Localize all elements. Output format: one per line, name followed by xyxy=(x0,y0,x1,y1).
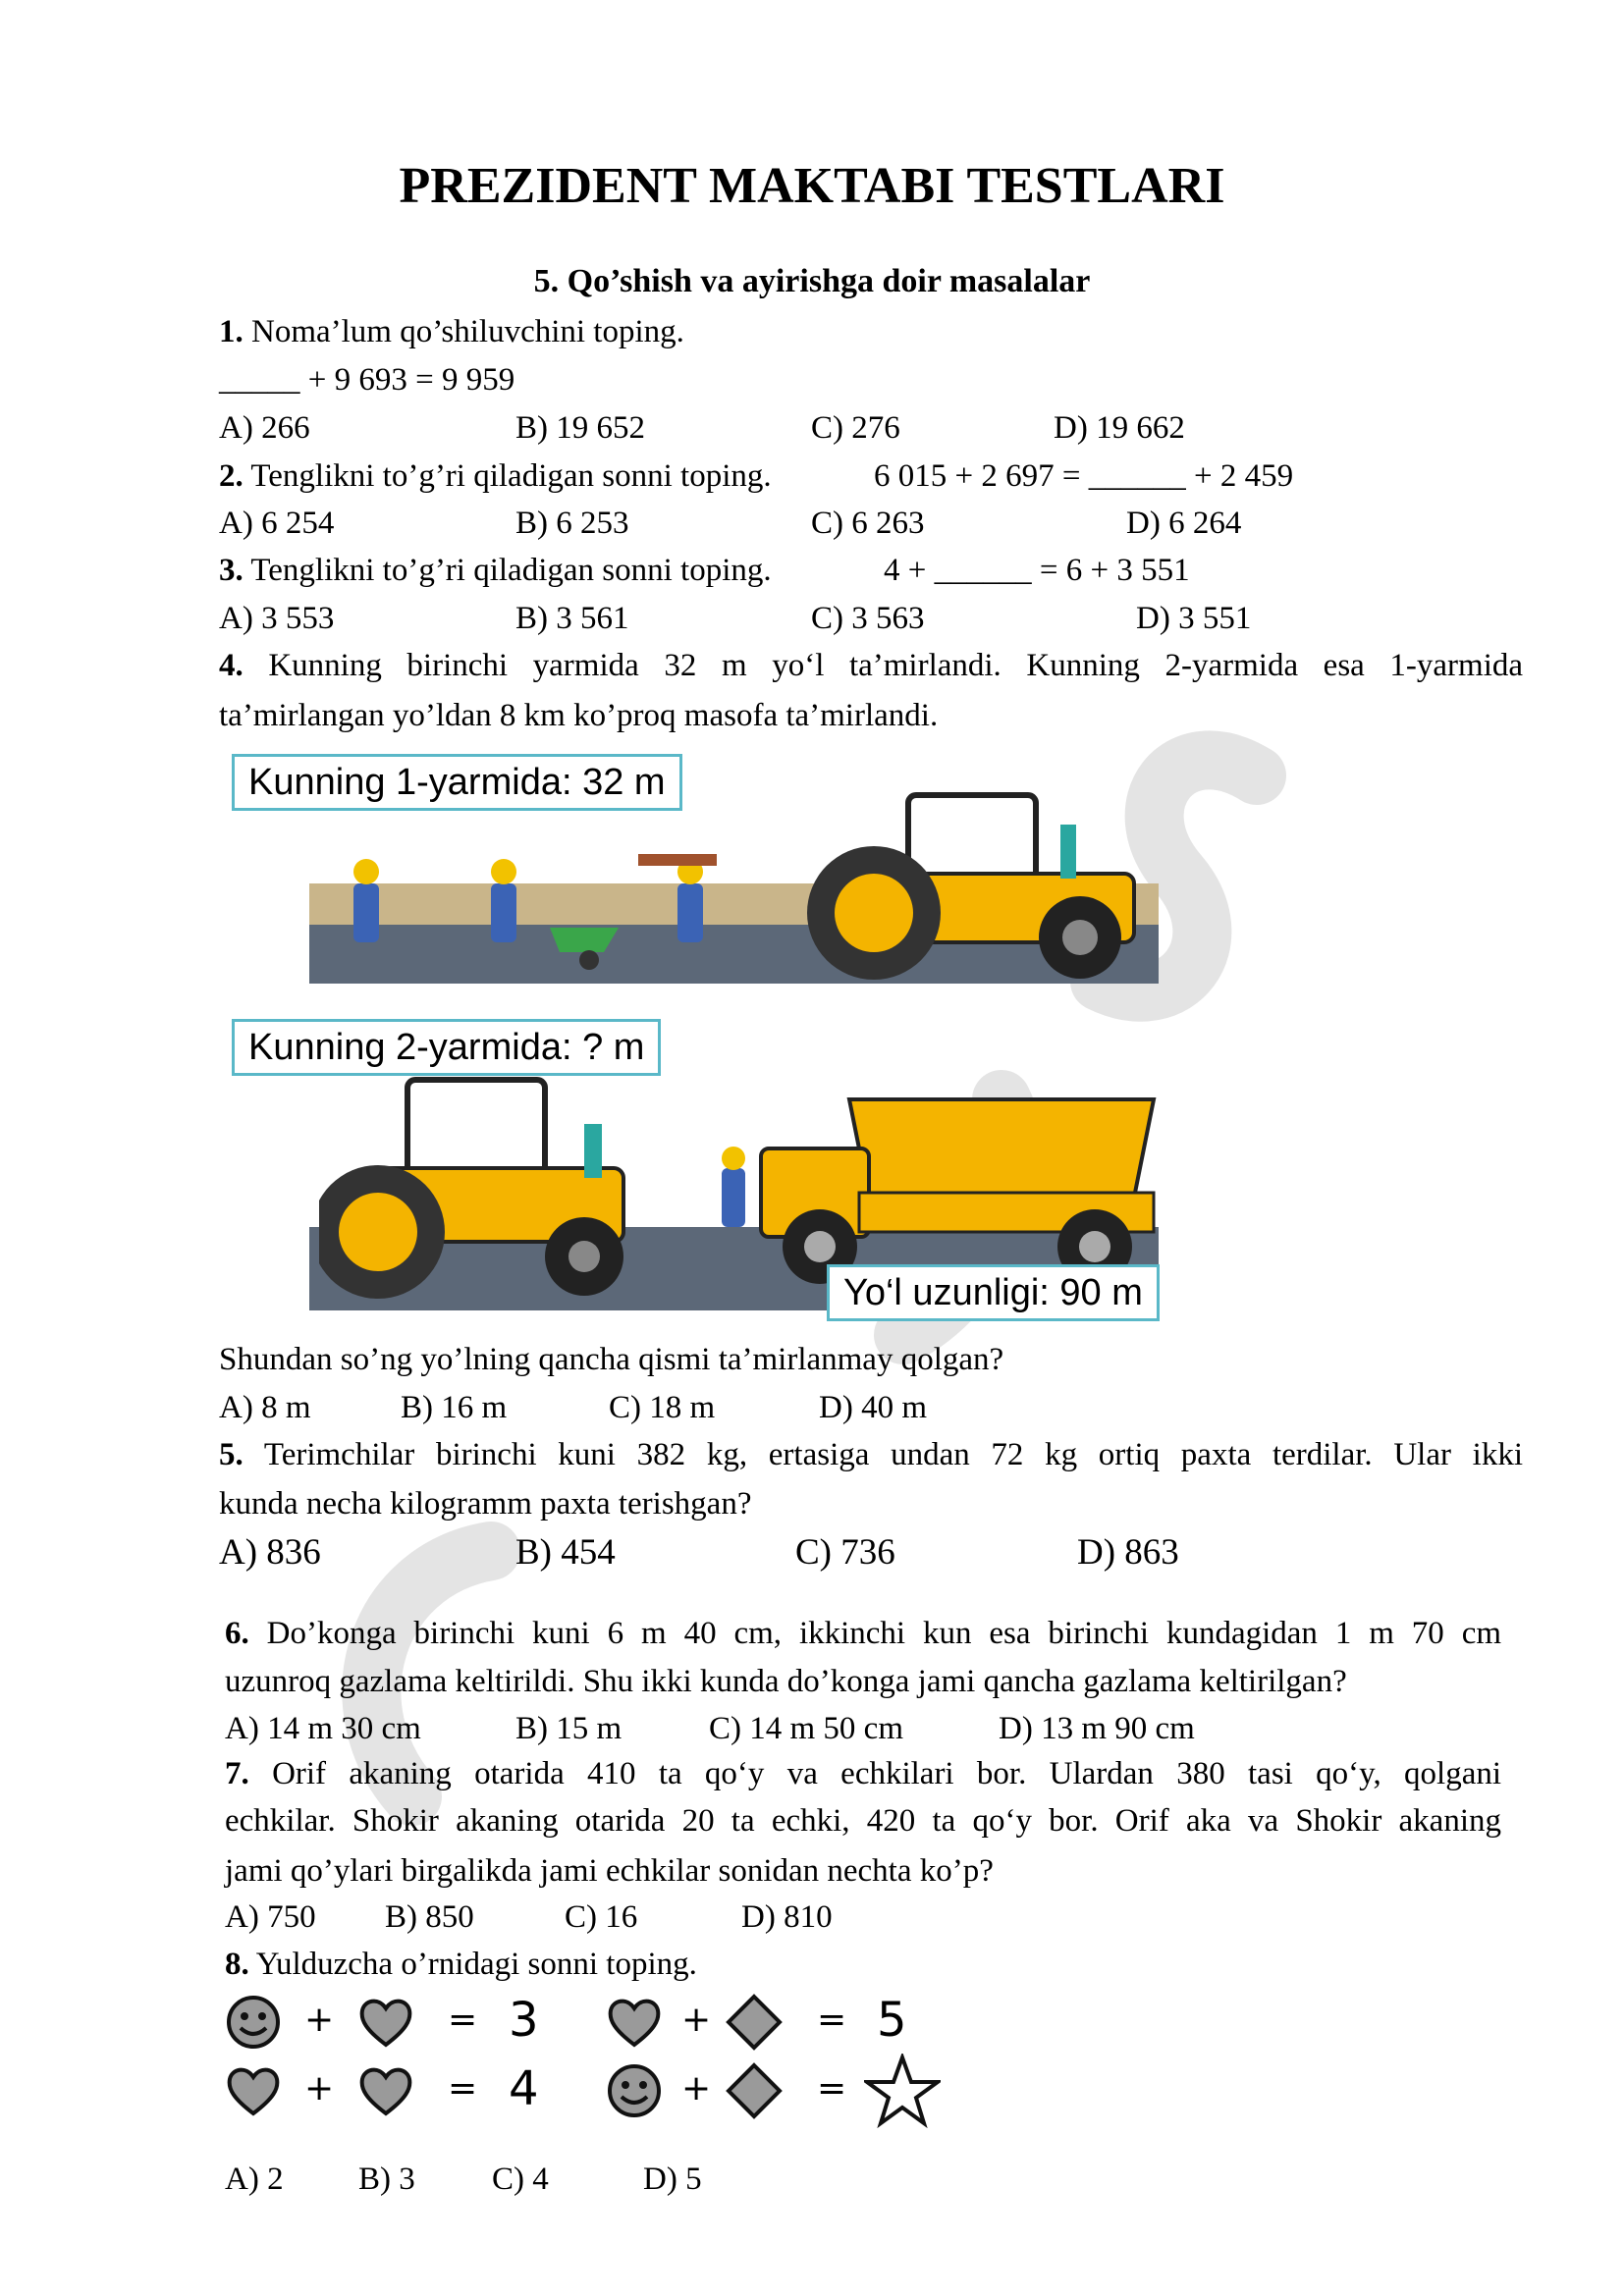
question-number: 7. xyxy=(225,1756,249,1791)
question-3 xyxy=(219,551,772,590)
question-text: Tenglikni to’g’ri qiladigan sonni toping. xyxy=(250,553,772,588)
symbol-puzzle xyxy=(224,1993,950,2140)
question-6-line-1 xyxy=(225,1610,1501,1657)
equals-sign: = xyxy=(448,2000,478,2040)
option-c[interactable]: C) 14 m 50 cm xyxy=(709,1711,903,1746)
equals-sign: = xyxy=(817,2000,847,2040)
question-4-line-1 xyxy=(219,642,1523,689)
question-1 xyxy=(219,312,684,351)
plus-sign: + xyxy=(304,2000,335,2040)
question-5-line-2: kunda necha kilogramm paxta terishgan? xyxy=(219,1486,752,1522)
smiley-icon xyxy=(224,1993,283,2052)
plus-sign: + xyxy=(681,2000,712,2040)
option-d[interactable]: D) 6 264 xyxy=(1126,506,1242,541)
section-title: 5. Qo’shish va ayirishga doir masalalar xyxy=(533,263,1091,299)
question-text: Do’konga birinchi kuni 6 m 40 cm, ikkinchi kun esa birinchi kundagidan 1 m 70 cm xyxy=(266,1616,1502,1651)
question-2-equation: 6 015 + 2 697 = ______ + 2 459 xyxy=(874,458,1294,494)
question-number: 2. xyxy=(219,458,244,494)
heart-icon xyxy=(605,1993,664,2052)
question-7-line-3: jami qo’ylari birgalikda jami echkilar sonidan nechta ko’p? xyxy=(225,1853,994,1889)
diamond-icon xyxy=(725,1993,784,2052)
equals-sign: = xyxy=(817,2068,847,2109)
question-6-line-2: uzunroq gazlama keltirildi. Shu ikki kunda do’konga jami qancha gazlama keltirilgan? xyxy=(225,1664,1347,1699)
question-1-equation: _____ + 9 693 = 9 959 xyxy=(219,362,515,398)
question-7-line-1 xyxy=(225,1750,1501,1797)
diamond-icon xyxy=(725,2061,784,2120)
question-5-line-1 xyxy=(219,1431,1523,1478)
road-roller-icon xyxy=(319,1070,673,1306)
question-text: Kunning birinchi yarmida 32 m yo‘l ta’mirlandi. Kunning 2-yarmida esa 1-yarmida xyxy=(268,648,1524,683)
option-d[interactable]: D) 13 m 90 cm xyxy=(999,1711,1195,1746)
question-text: Terimchilar birinchi kuni 382 kg, ertasiga undan 72 kg ortiq paxta terdilar. Ular ikki xyxy=(263,1437,1523,1472)
plus-sign: + xyxy=(304,2068,335,2109)
question-7-line-2: echkilar. Shokir akaning otarida 20 ta echki, 420 ta qo‘y bor. Orif aka va Shokir akaning xyxy=(225,1803,1501,1839)
option-c[interactable]: C) 16 xyxy=(565,1899,638,1935)
question-number: 6. xyxy=(225,1616,249,1651)
page-title: PREZIDENT MAKTABI TESTLARI xyxy=(399,158,1225,214)
option-a[interactable]: A) 6 254 xyxy=(219,506,335,541)
option-b[interactable]: B) 850 xyxy=(385,1899,474,1935)
label-second-half: Kunning 2-yarmida: ? m xyxy=(232,1019,661,1076)
question-4-line-2: ta’mirlangan yo’ldan 8 km ko’proq masofa ta’mirlandi. xyxy=(219,698,939,733)
question-number: 5. xyxy=(219,1437,244,1472)
question-number: 1. xyxy=(219,314,244,349)
road-illustration xyxy=(226,746,1237,1335)
option-b[interactable]: B) 6 253 xyxy=(515,506,629,541)
result-value: 4 xyxy=(509,2061,539,2116)
option-c[interactable]: C) 3 563 xyxy=(811,601,925,636)
question-8 xyxy=(225,1945,697,1984)
option-c[interactable]: C) 736 xyxy=(795,1532,895,1573)
option-a[interactable]: A) 750 xyxy=(225,1899,316,1935)
question-text: Orif akaning otarida 410 ta qo‘y va echkilari bor. Ulardan 380 tasi qo‘y, qolgani xyxy=(272,1756,1502,1791)
option-d[interactable]: D) 5 xyxy=(643,2162,702,2197)
option-c[interactable]: C) 276 xyxy=(811,410,900,446)
option-a[interactable]: A) 14 m 30 cm xyxy=(225,1711,421,1746)
equals-sign: = xyxy=(448,2068,478,2109)
heart-icon xyxy=(224,2061,283,2120)
question-3-equation: 4 + ______ = 6 + 3 551 xyxy=(884,553,1190,588)
option-c[interactable]: C) 18 m xyxy=(609,1390,716,1425)
option-a[interactable]: A) 8 m xyxy=(219,1390,311,1425)
question-text: Noma’lum qo’shiluvchini toping. xyxy=(251,314,684,349)
option-a[interactable]: A) 266 xyxy=(219,410,310,446)
option-d[interactable]: D) 19 662 xyxy=(1054,410,1185,446)
option-b[interactable]: B) 3 561 xyxy=(515,601,629,636)
option-d[interactable]: D) 810 xyxy=(741,1899,833,1935)
option-c[interactable]: C) 4 xyxy=(492,2162,549,2197)
question-number: 4. xyxy=(219,648,244,683)
option-a[interactable]: A) 2 xyxy=(225,2162,284,2197)
workers-icon xyxy=(314,844,776,991)
option-b[interactable]: B) 15 m xyxy=(515,1711,623,1746)
option-d[interactable]: D) 863 xyxy=(1077,1532,1179,1573)
question-4-question: Shundan so’ng yo’lning qancha qismi ta’mirlanmay qolgan? xyxy=(219,1342,1004,1377)
label-first-half: Kunning 1-yarmida: 32 m xyxy=(232,754,682,811)
option-a[interactable]: A) 836 xyxy=(219,1532,321,1573)
result-value: 3 xyxy=(509,1993,539,2048)
road-roller-icon xyxy=(800,766,1154,991)
option-b[interactable]: B) 454 xyxy=(515,1532,616,1573)
smiley-icon xyxy=(605,2061,664,2120)
star-icon xyxy=(864,2054,941,2128)
option-c[interactable]: C) 6 263 xyxy=(811,506,925,541)
option-b[interactable]: B) 3 xyxy=(358,2162,415,2197)
question-text: Yulduzcha o’rnidagi sonni toping. xyxy=(255,1947,697,1982)
option-a[interactable]: A) 3 553 xyxy=(219,601,335,636)
question-text: Tenglikni to’g’ri qiladigan sonni toping. xyxy=(250,458,772,494)
option-b[interactable]: B) 19 652 xyxy=(515,410,645,446)
label-road-length: Yo‘l uzunligi: 90 m xyxy=(827,1264,1160,1321)
heart-icon xyxy=(356,2061,415,2120)
heart-icon xyxy=(356,1993,415,2052)
result-value: 5 xyxy=(877,1993,907,2048)
plus-sign: + xyxy=(681,2068,712,2109)
question-number: 3. xyxy=(219,553,244,588)
option-d[interactable]: D) 40 m xyxy=(819,1390,927,1425)
question-2 xyxy=(219,456,772,496)
question-number: 8. xyxy=(225,1947,249,1982)
option-d[interactable]: D) 3 551 xyxy=(1136,601,1252,636)
option-b[interactable]: B) 16 m xyxy=(401,1390,508,1425)
